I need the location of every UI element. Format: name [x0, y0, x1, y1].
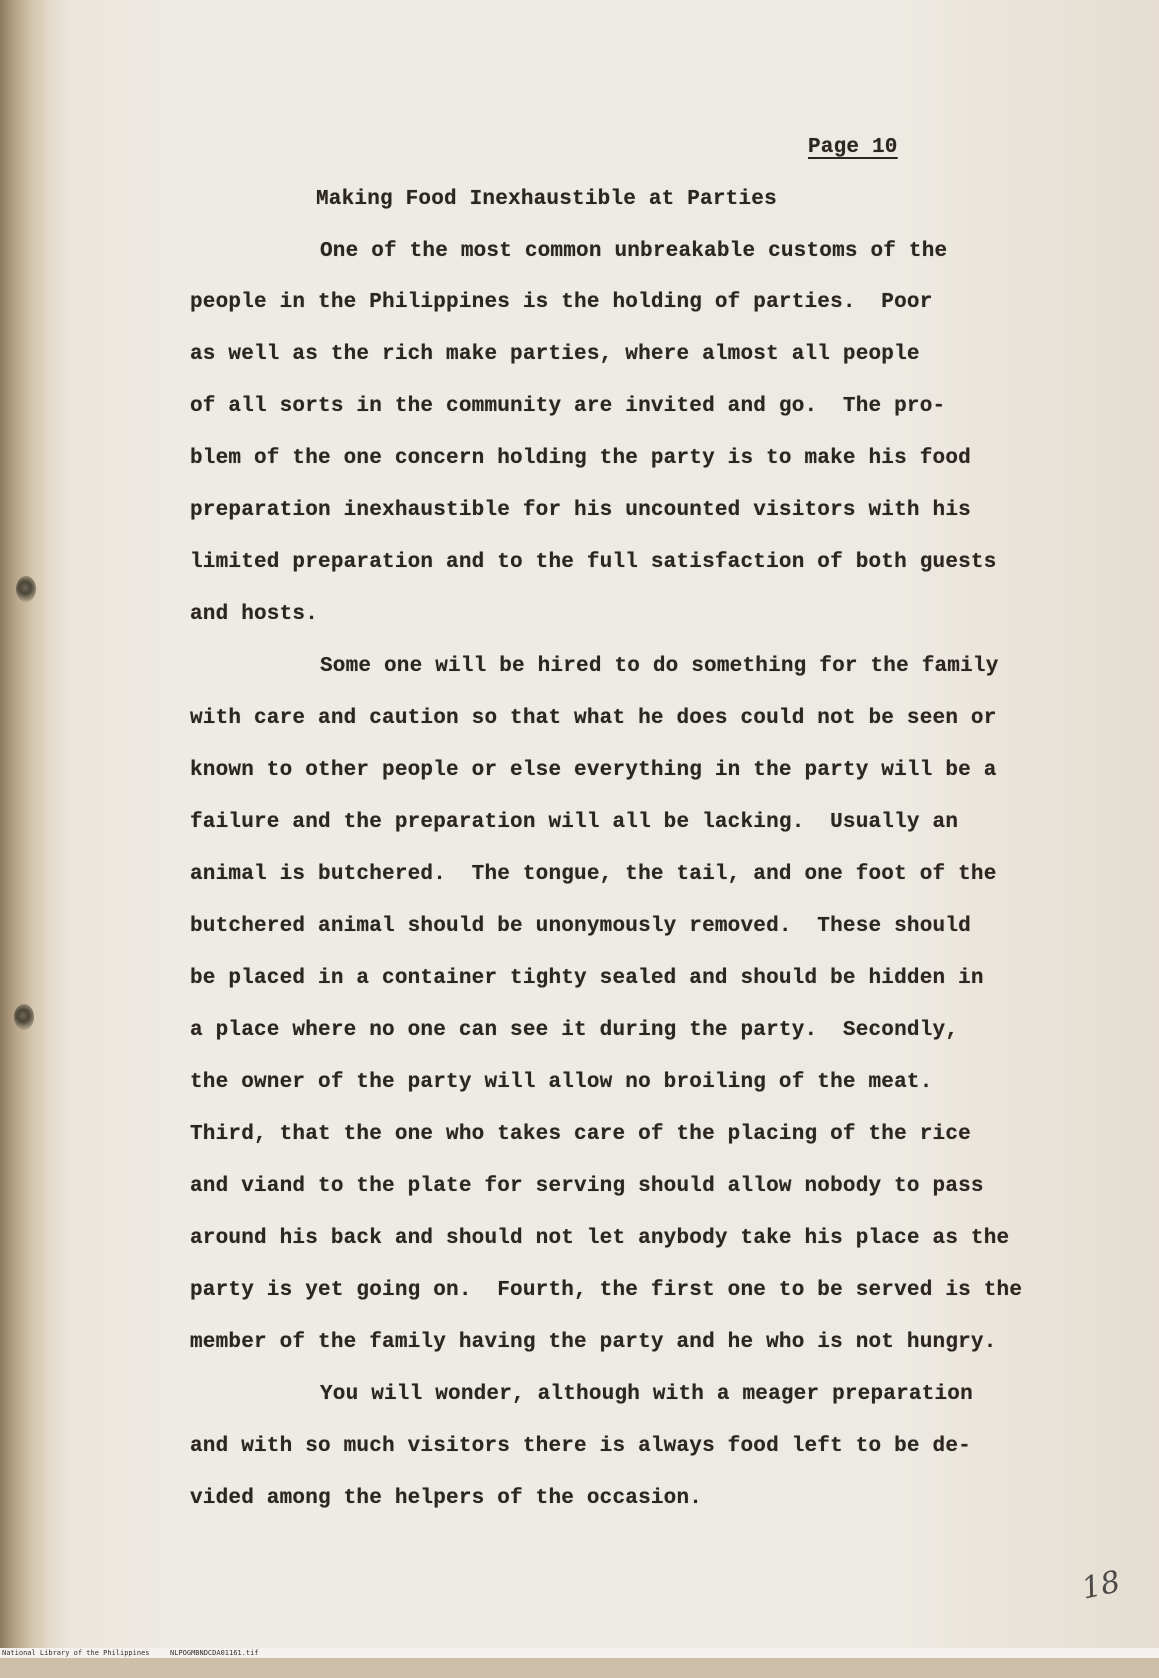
- body-line: failure and the preparation will all be lacking. Usually an: [190, 811, 959, 834]
- body-line: with care and caution so that what he does could not be seen or: [190, 707, 997, 730]
- staple-hole-icon: [16, 576, 36, 602]
- footer-file-id: NLPOGMBNDCDA01161.tif: [170, 1649, 259, 1657]
- body-line: butchered animal should be unonymously removed. These should: [190, 915, 971, 938]
- page-number: Page 10: [808, 136, 898, 159]
- body-line: and viand to the plate for serving should allow nobody to pass: [190, 1175, 984, 1198]
- staple-hole-icon: [14, 1004, 34, 1030]
- body-line: as well as the rich make parties, where almost all people: [190, 343, 920, 366]
- body-line: of all sorts in the community are invited and go. The pro-: [190, 395, 946, 418]
- body-line: party is yet going on. Fourth, the first one to be served is the: [190, 1279, 1023, 1302]
- body-line: a place where no one can see it during the party. Secondly,: [190, 1019, 959, 1042]
- body-line: You will wonder, although with a meager preparation: [320, 1383, 973, 1406]
- document-title: Making Food Inexhaustible at Parties: [316, 188, 777, 211]
- body-line: and with so much visitors there is always food left to be de-: [190, 1435, 971, 1458]
- body-line: blem of the one concern holding the party is to make his food: [190, 447, 971, 470]
- body-line: vided among the helpers of the occasion.: [190, 1487, 703, 1510]
- body-line: preparation inexhaustible for his uncounted visitors with his: [190, 499, 971, 522]
- body-line: the owner of the party will allow no broiling of the meat.: [190, 1071, 933, 1094]
- handwritten-page-mark: 18: [1078, 1564, 1124, 1607]
- body-line: member of the family having the party and he who is not hungry.: [190, 1331, 997, 1354]
- body-line: Third, that the one who takes care of the placing of the rice: [190, 1123, 971, 1146]
- scan-footer: [0, 1648, 1159, 1658]
- body-line: people in the Philippines is the holding of parties. Poor: [190, 291, 933, 314]
- body-line: around his back and should not let anybody take his place as the: [190, 1227, 1010, 1250]
- body-line: animal is butchered. The tongue, the tail, and one foot of the: [190, 863, 997, 886]
- body-line: limited preparation and to the full satisfaction of both guests: [190, 551, 997, 574]
- body-line: known to other people or else everything in the party will be a: [190, 759, 997, 782]
- body-line: be placed in a container tighty sealed and should be hidden in: [190, 967, 984, 990]
- footer-library: National Library of the Philippines: [2, 1649, 150, 1657]
- body-line: and hosts.: [190, 603, 319, 626]
- body-line: Some one will be hired to do something for the family: [320, 655, 999, 678]
- page-binding-edge: [0, 0, 48, 1648]
- body-line: One of the most common unbreakable customs of the: [320, 240, 948, 263]
